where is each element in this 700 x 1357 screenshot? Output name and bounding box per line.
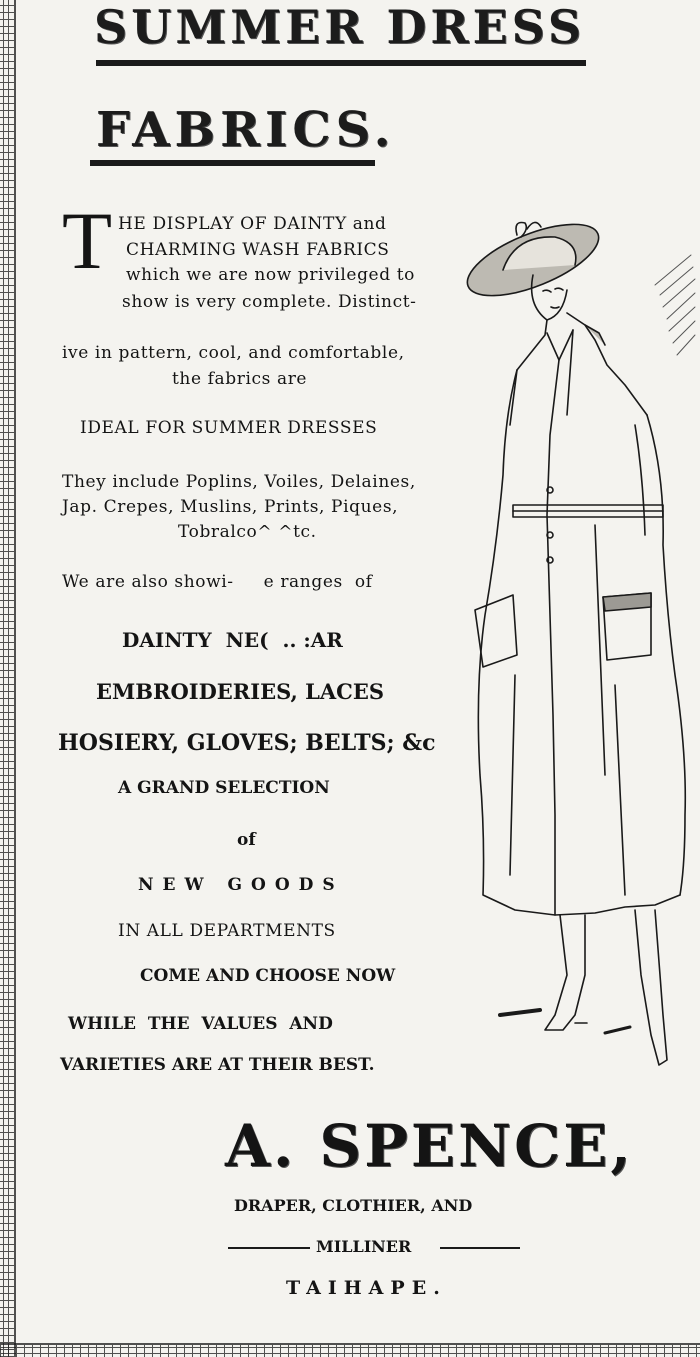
new-goods-line: NEW GOODS	[138, 875, 344, 895]
include-line-1: They include Poplins, Voiles, Delaines,	[62, 472, 416, 492]
grand-selection-line: A GRAND SELECTION	[118, 778, 330, 798]
varieties-line: VARIETIES ARE AT THEIR BEST.	[60, 1055, 375, 1075]
decorative-border-left	[0, 0, 16, 1357]
headline-line-2: FABRICS.	[96, 102, 396, 158]
include-line-2: Jap. Crepes, Muslins, Prints, Piques,	[62, 497, 399, 517]
shadow-hatching	[655, 255, 695, 355]
headline-rule-1	[96, 60, 586, 66]
trade-line: DRAPER, CLOTHIER, AND	[234, 1196, 473, 1215]
headline-line-1: SUMMER DRESS	[94, 0, 586, 54]
milliner-rule-right	[440, 1247, 520, 1249]
decorative-border-bottom	[0, 1343, 700, 1357]
come-choose-line: COME AND CHOOSE NOW	[140, 966, 396, 986]
embroideries-line: EMBROIDERIES, LACES	[96, 679, 385, 704]
while-values-line: WHILE THE VALUES AND	[68, 1014, 333, 1034]
merchant-name: A. SPENCE,	[225, 1112, 634, 1180]
woman-in-coat-illustration	[455, 215, 700, 1075]
intro-line-6: the fabrics are	[172, 369, 308, 389]
drop-cap: T	[62, 195, 113, 286]
include-line-3: Tobralco^ ^tc.	[178, 522, 317, 542]
hosiery-line: HOSIERY, GLOVES; BELTS; &c	[58, 730, 436, 756]
departments-line: IN ALL DEPARTMENTS	[118, 921, 336, 941]
dainty-line: DAINTY NE( .. :AR	[122, 628, 343, 652]
showing-line: We are also showi- e ranges of	[62, 572, 373, 592]
milliner-rule-left	[228, 1247, 310, 1249]
headline-rule-2	[90, 160, 375, 166]
ideal-line: IDEAL FOR SUMMER DRESSES	[80, 418, 378, 438]
intro-line-5: ive in pattern, cool, and comfortable,	[62, 343, 405, 363]
milliner-line: MILLINER	[316, 1237, 412, 1256]
intro-line-3: which we are now privileged to	[126, 265, 415, 285]
coat-illustration	[475, 313, 685, 915]
ground-shadow	[500, 1010, 540, 1015]
intro-line-1: HE DISPLAY OF DAINTY and	[118, 214, 387, 234]
of-line: of	[237, 830, 256, 850]
intro-line-2: CHARMING WASH FABRICS	[126, 240, 390, 260]
left-pocket-illustration	[475, 595, 517, 667]
legs-illustration	[545, 910, 667, 1065]
intro-line-4: show is very complete. Distinct-	[122, 292, 417, 312]
town-line: TAIHAPE.	[286, 1277, 447, 1299]
